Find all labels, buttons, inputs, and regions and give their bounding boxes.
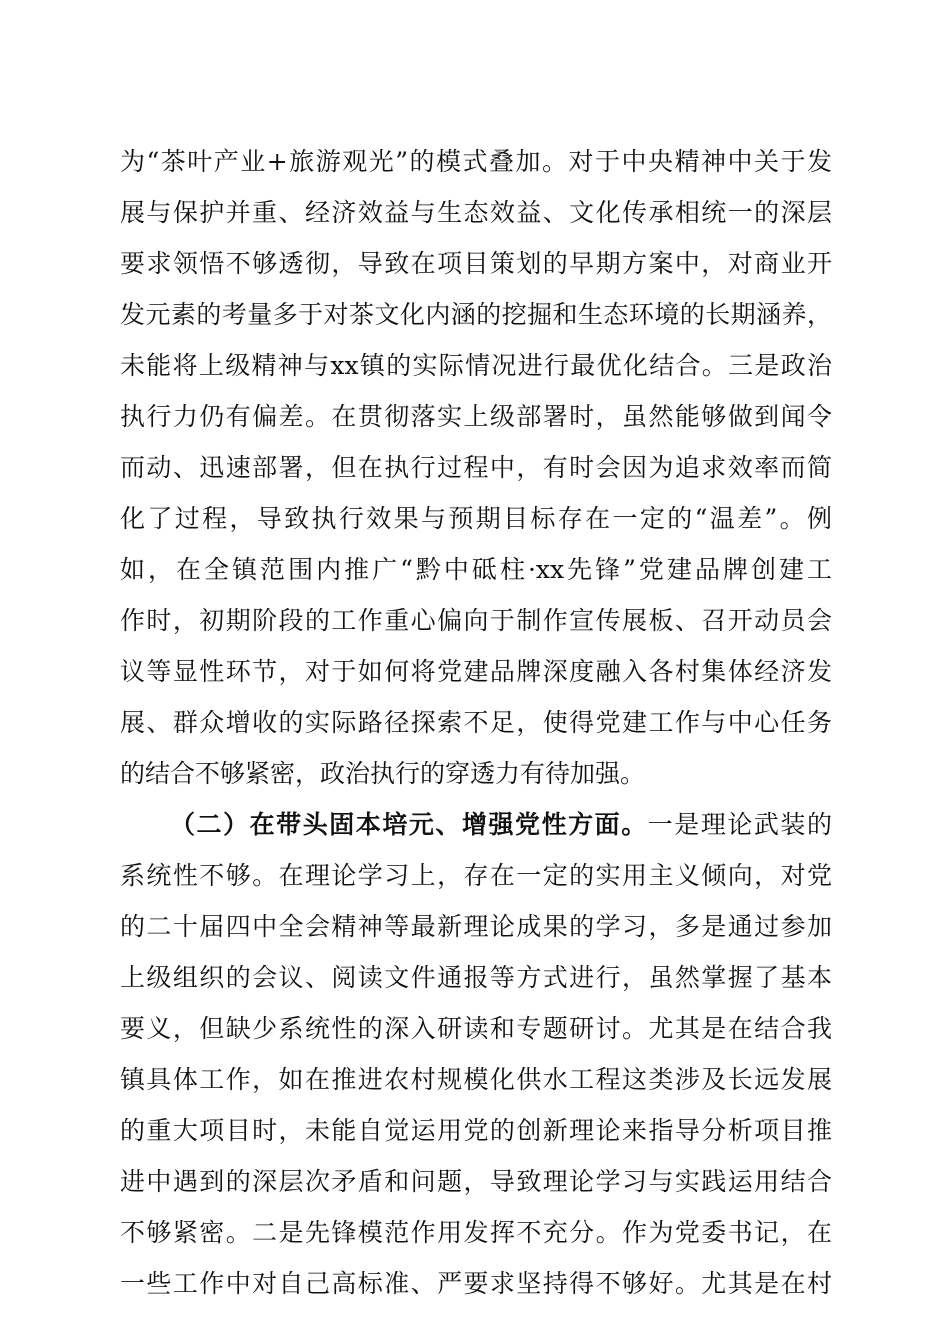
paragraph-line: 镇具体工作，如在推进农村规模化供水工程这类涉及长远发展 [120, 1065, 832, 1094]
paragraph-line: 的重大项目时，未能自觉运用党的创新理论来指导分析项目推 [120, 1116, 832, 1145]
paragraph-line: 为“茶叶产业+旅游观光”的模式叠加。对于中央精神中关于发 [120, 147, 832, 176]
paragraph-line: 不够紧密。二是先锋模范作用发挥不充分。作为党委书记，在 [120, 1218, 832, 1247]
paragraph-line: 一些工作中对自己高标准、严要求坚持得不够好。尤其是在村 [120, 1269, 832, 1298]
section-heading-continuation: 一是理论武装的 [647, 810, 832, 839]
paragraph-line: 进中遇到的深层次矛盾和问题，导致理论学习与实践运用结合 [120, 1167, 832, 1196]
paragraph-line: 作时，初期阶段的工作重心偏向于制作宣传展板、召开动员会 [120, 606, 832, 635]
paragraph-line: 而动、迅速部署，但在执行过程中，有时会因为追求效率而简 [120, 453, 832, 482]
paragraph-line: 要求领悟不够透彻，导致在项目策划的早期方案中，对商业开 [120, 249, 832, 278]
paragraph-line: 的二十届四中全会精神等最新理论成果的学习，多是通过参加 [120, 912, 832, 941]
paragraph-line: 展与保护并重、经济效益与生态效益、文化传承相统一的深层 [120, 198, 832, 227]
paragraph-line: 上级组织的会议、阅读文件通报等方式进行，虽然掌握了基本 [120, 963, 832, 992]
paragraph-line: 未能将上级精神与xx镇的实际情况进行最优化结合。三是政治 [120, 351, 832, 380]
paragraph-line: 执行力仍有偏差。在贯彻落实上级部署时，虽然能够做到闻令 [120, 402, 832, 431]
paragraph-line: 要义，但缺少系统性的深入研读和专题研讨。尤其是在结合我 [120, 1014, 832, 1043]
section-heading-line [170, 808, 832, 842]
paragraph-line: 如，在全镇范围内推广“黔中砥柱·xx先锋”党建品牌创建工 [120, 555, 832, 584]
paragraph-line: 议等显性环节，对于如何将党建品牌深度融入各村集体经济发 [120, 657, 832, 686]
paragraph-line: 发元素的考量多于对茶文化内涵的挖掘和生态环境的长期涵养， [120, 300, 832, 329]
paragraph-line: 系统性不够。在理论学习上，存在一定的实用主义倾向，对党 [120, 861, 832, 890]
paragraph-line: 的结合不够紧密，政治执行的穿透力有待加强。 [120, 759, 646, 788]
paragraph-line: 化了过程，导致执行效果与预期目标存在一定的“温差”。例 [120, 504, 832, 533]
section-heading: （二）在带头固本培元、增强党性方面。 [170, 810, 648, 839]
paragraph-line: 展、群众增收的实际路径探索不足，使得党建工作与中心任务 [120, 708, 832, 737]
